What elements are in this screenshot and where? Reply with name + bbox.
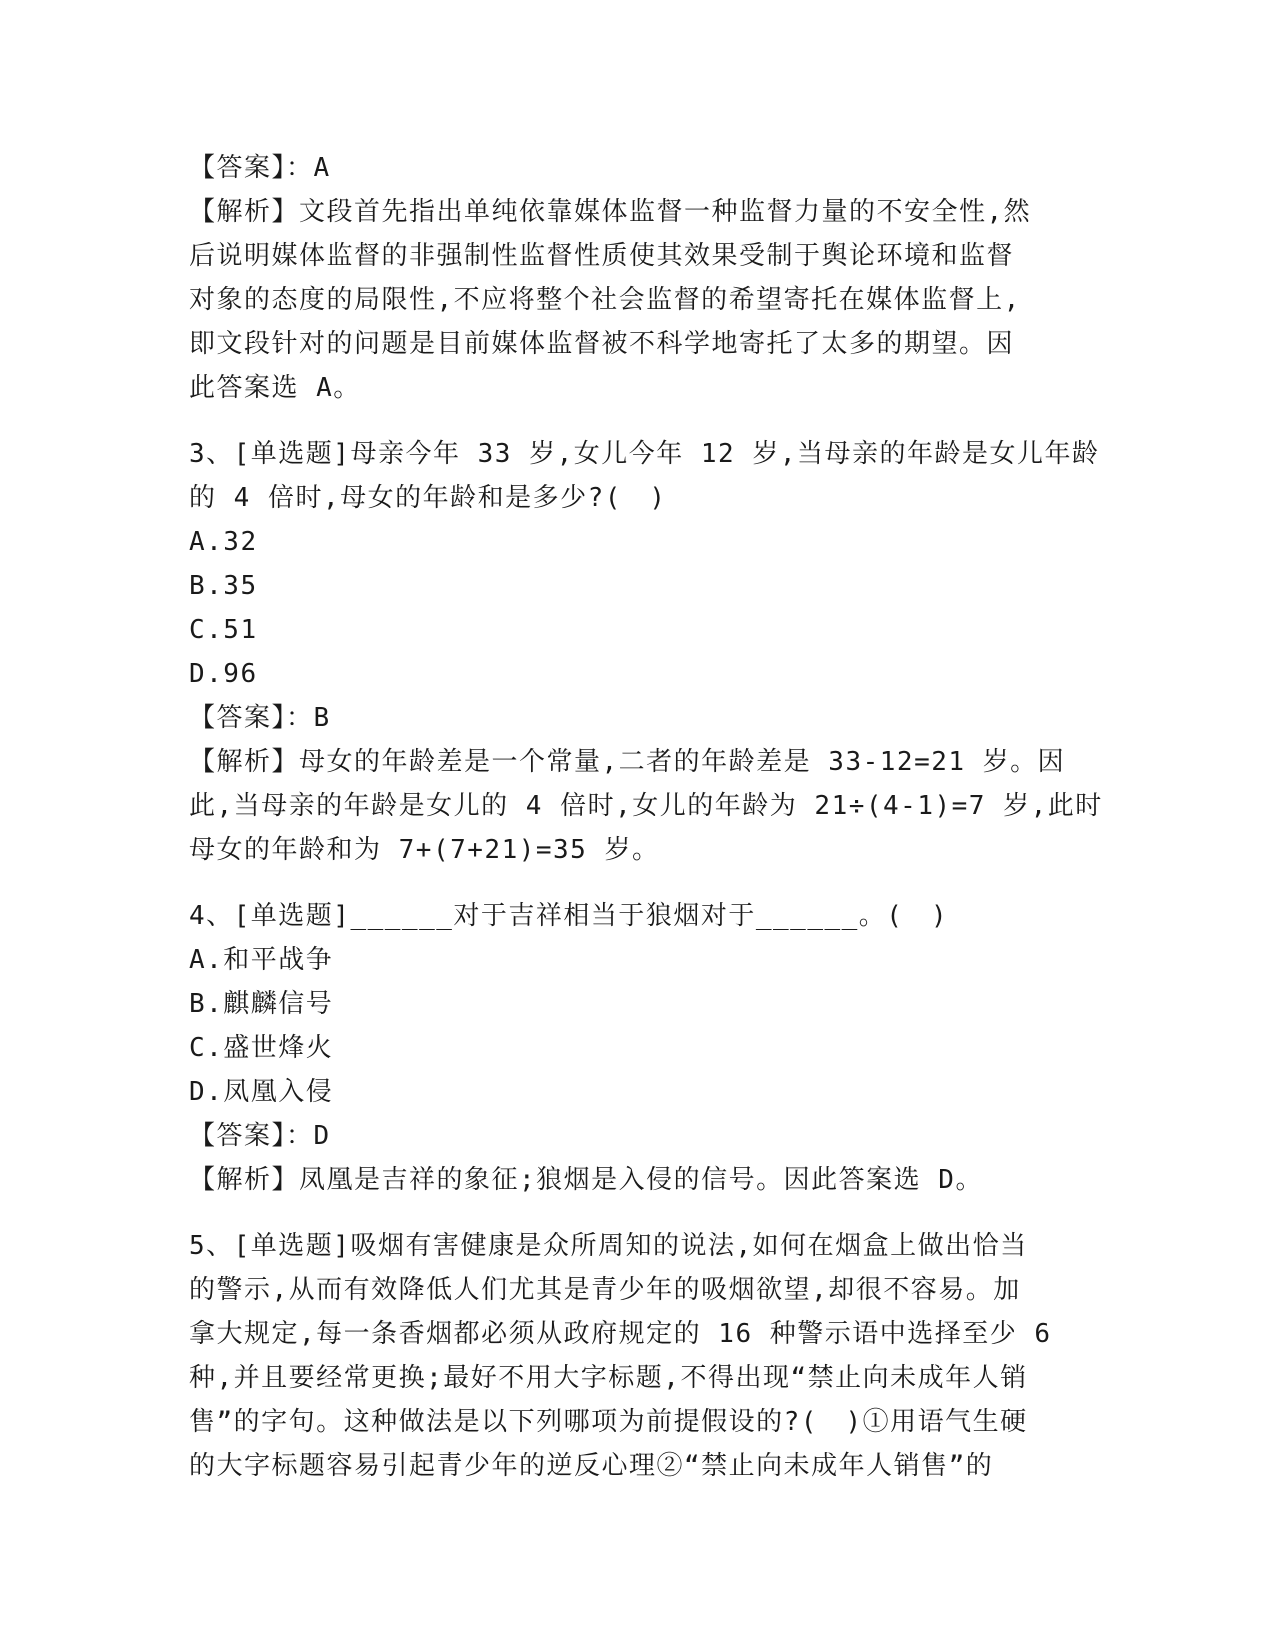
question-text-line: 3、[单选题]母亲今年 33 岁,女儿今年 12 岁,当母亲的年龄是女儿年龄 [189,439,1100,469]
analysis-line: 【解析】文段首先指出单纯依靠媒体监督一种监督力量的不安全性,然 [189,197,1032,227]
option-c: C.盛世烽火 [189,1033,334,1063]
analysis-line: 母女的年龄和为 7+(7+21)=35 岁。 [189,835,660,865]
question-text-line: 售”的字句。这种做法是以下列哪项为前提假设的?( )①用语气生硬 [189,1407,1028,1437]
question-5 [189,1224,1079,1488]
question-text-line: 的大字标题容易引起青少年的逆反心理②“禁止向未成年人销售”的 [189,1451,994,1481]
q4-answer: 【答案】：D [189,1121,331,1151]
q2-analysis [189,190,1079,410]
question-text-line: 的警示,从而有效降低人们尤其是青少年的吸烟欲望,却很不容易。加 [189,1275,1021,1305]
analysis-line: 后说明媒体监督的非强制性监督性质使其效果受制于舆论环境和监督 [189,241,1015,271]
analysis-line: 【解析】母女的年龄差是一个常量,二者的年龄差是 33-12=21 岁。因 [189,747,1066,777]
option-d: D.凤凰入侵 [189,1077,334,1107]
question-4 [189,894,1079,1202]
question-3 [189,432,1103,872]
option-d: D.96 [189,659,258,689]
analysis-line: 【解析】凤凰是吉祥的象征;狼烟是入侵的信号。因此答案选 D。 [189,1165,983,1195]
option-a: A.32 [189,527,258,557]
option-c: C.51 [189,615,258,645]
analysis-line: 此答案选 A。 [189,373,361,403]
q3-answer: 【答案】：B [189,703,331,733]
question-text-line: 种,并且要经常更换;最好不用大字标题,不得出现“禁止向未成年人销 [189,1363,1028,1393]
option-b: B.35 [189,571,258,601]
analysis-line: 即文段针对的问题是目前媒体监督被不科学地寄托了太多的期望。因 [189,329,1015,359]
question-text-line: 4、[单选题]______对于吉祥相当于狼烟对于______。( ) [189,901,949,931]
option-b: B.麒麟信号 [189,989,334,1019]
question-text-line: 拿大规定,每一条香烟都必须从政府规定的 16 种警示语中选择至少 6 [189,1319,1052,1349]
question-text-line: 的 4 倍时,母女的年龄和是多少?( ) [189,483,667,513]
analysis-line: 对象的态度的局限性,不应将整个社会监督的希望寄托在媒体监督上, [189,285,1021,315]
q2-answer: 【答案】：A [189,153,331,183]
option-a: A.和平战争 [189,945,334,975]
analysis-line: 此,当母亲的年龄是女儿的 4 倍时,女儿的年龄为 21÷(4-1)=7 岁,此时 [189,791,1103,821]
document-page [189,146,1103,1488]
question-text-line: 5、[单选题]吸烟有害健康是众所周知的说法,如何在烟盒上做出恰当 [189,1231,1028,1261]
